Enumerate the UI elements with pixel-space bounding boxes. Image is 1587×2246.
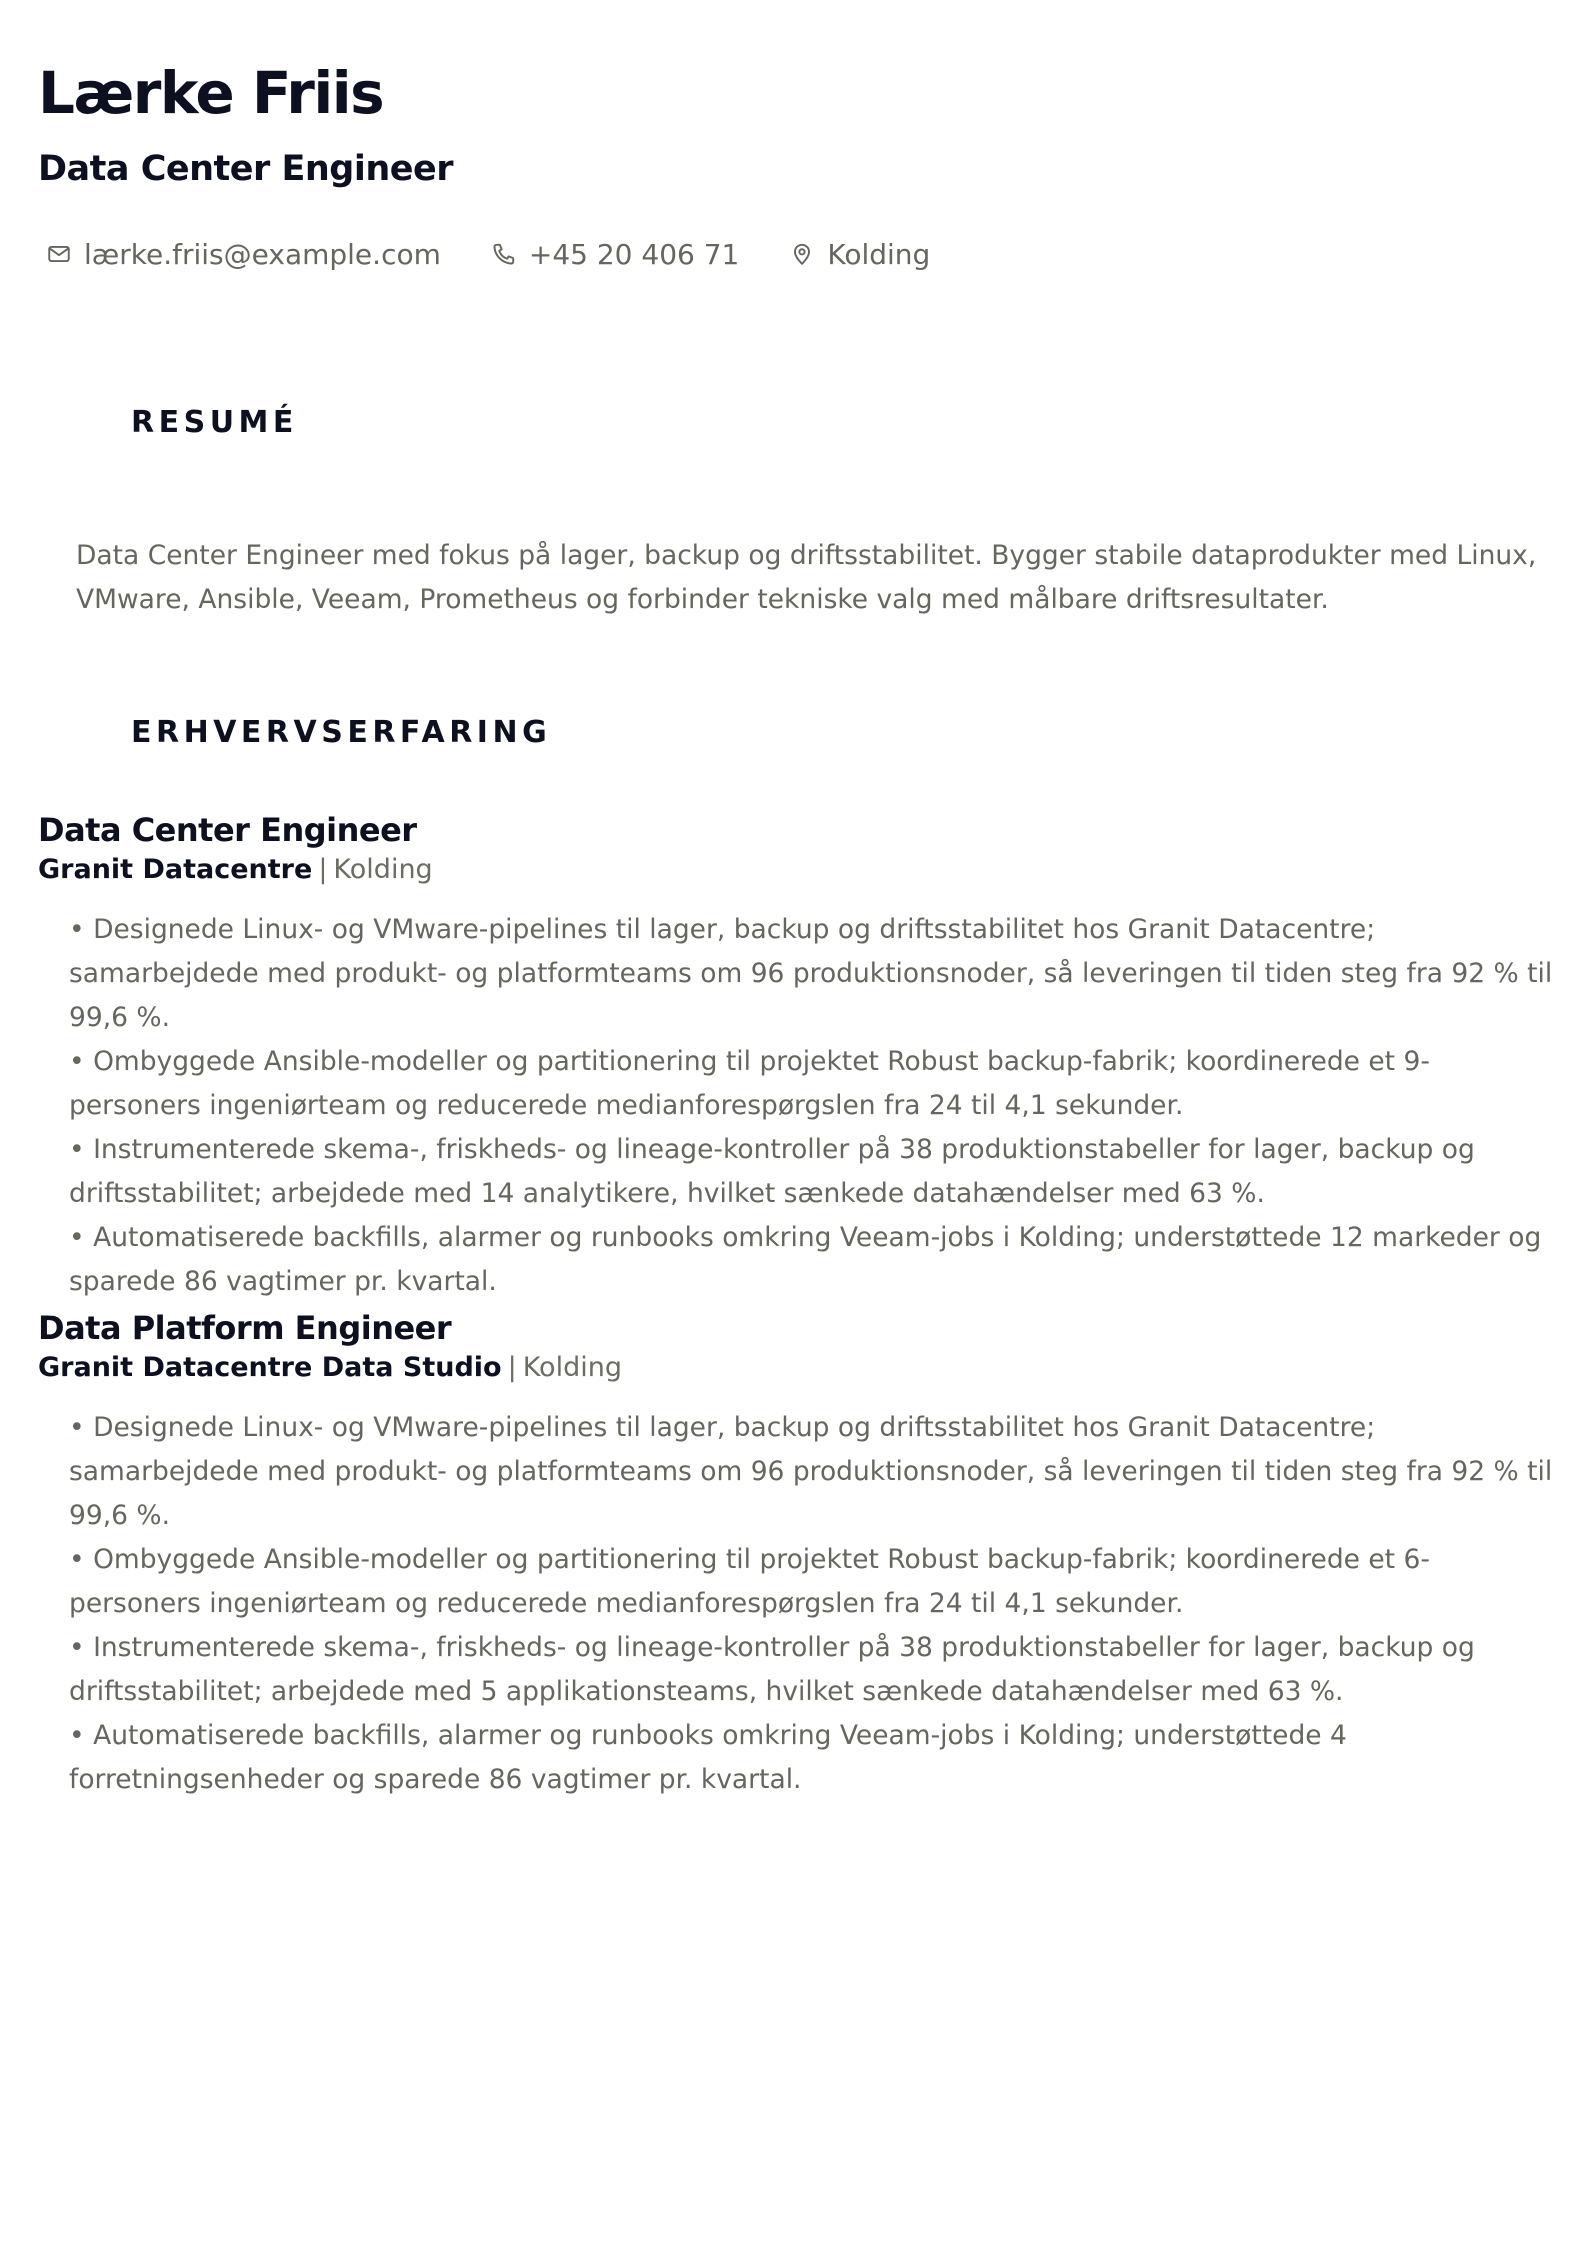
job-bullet: • Designede Linux- og VMware-pipelines til lager, backup og driftsstabilitet hos Granit Datacentre; samarbejdede med produkt- og platformteams om 96 produktionsnoder, så leveringen til tiden steg fra 92 % til 99,6 %. [69, 1406, 1558, 1538]
contact-location [789, 238, 930, 271]
contact-bar [46, 234, 980, 274]
job-bullet: • Automatiserede backfills, alarmer og runbooks omkring Veeam-jobs i Kolding; understøttede 12 markeder og sparede 86 vagtimer pr. kvartal. [69, 1216, 1558, 1304]
location-pin-icon [789, 241, 815, 267]
job-bullets [38, 908, 1558, 1304]
job-separator: | [507, 1352, 517, 1383]
job-entry [38, 1308, 1558, 1802]
contact-location-text: Kolding [827, 237, 931, 271]
section-title-experience: ERHVERVSERFARING [131, 715, 552, 750]
job-bullet: • Designede Linux- og VMware-pipelines til lager, backup og driftsstabilitet hos Granit Datacentre; samarbejdede med produkt- og platformteams om 96 produktionsnoder, så leveringen til tiden steg fra 92 % til 99,6 %. [69, 908, 1558, 1040]
job-bullet: • Automatiserede backfills, alarmer og runbooks omkring Veeam-jobs i Kolding; understøttede 4 forretningsenheder og sparede 86 vagtimer pr. kvartal. [69, 1714, 1558, 1802]
job-bullet: • Ombyggede Ansible-modeller og partitionering til projektet Robust backup-fabrik; koordinerede et 6-personers ingeniørteam og reducerede medianforespørgslen fra 24 til 4,1 sekunder. [69, 1538, 1558, 1626]
job-company-line [38, 850, 1558, 890]
job-title: Data Center Engineer [38, 811, 417, 849]
candidate-headline: Data Center Engineer [38, 149, 453, 189]
job-company: Granit Datacentre Data Studio [38, 1352, 502, 1383]
section-title-summary: RESUMÉ [131, 405, 298, 440]
job-location: Kolding [522, 1352, 622, 1383]
phone-icon [491, 241, 517, 267]
contact-email-text: lærke.friis@example.com [84, 237, 441, 271]
job-location: Kolding [333, 854, 433, 885]
job-separator: | [318, 854, 328, 885]
mail-icon [46, 241, 72, 267]
job-bullets [38, 1406, 1558, 1802]
contact-phone-text: +45 20 406 71 [528, 237, 740, 271]
job-bullet: • Ombyggede Ansible-modeller og partitionering til projektet Robust backup-fabrik; koordinerede et 9-personers ingeniørteam og reducerede medianforespørgslen fra 24 til 4,1 sekunder. [69, 1040, 1558, 1128]
job-company-line [38, 1348, 1558, 1388]
candidate-name: Lærke Friis [38, 59, 384, 127]
job-bullet: • Instrumenterede skema-, friskheds- og lineage-kontroller på 38 produktionstabeller for lager, backup og driftsstabilitet; arbejdede med 14 analytikere, hvilket sænkede datahændelser med 63 %. [69, 1128, 1558, 1216]
job-bullet: • Instrumenterede skema-, friskheds- og lineage-kontroller på 38 produktionstabeller for lager, backup og driftsstabilitet; arbejdede med 5 applikationsteams, hvilket sænkede datahændelser med 63 %. [69, 1626, 1558, 1714]
contact-phone[interactable] [491, 238, 740, 271]
job-entry [38, 810, 1558, 1304]
contact-email[interactable] [46, 238, 441, 271]
summary-text: Data Center Engineer med fokus på lager, backup og driftsstabilitet. Bygger stabile dataprodukter med Linux, VMware, Ansible, Veeam, Prometheus og forbinder tekniske valg med målbare driftsresultater. [76, 540, 1537, 615]
job-company: Granit Datacentre [38, 854, 313, 885]
job-title: Data Platform Engineer [38, 1309, 452, 1347]
